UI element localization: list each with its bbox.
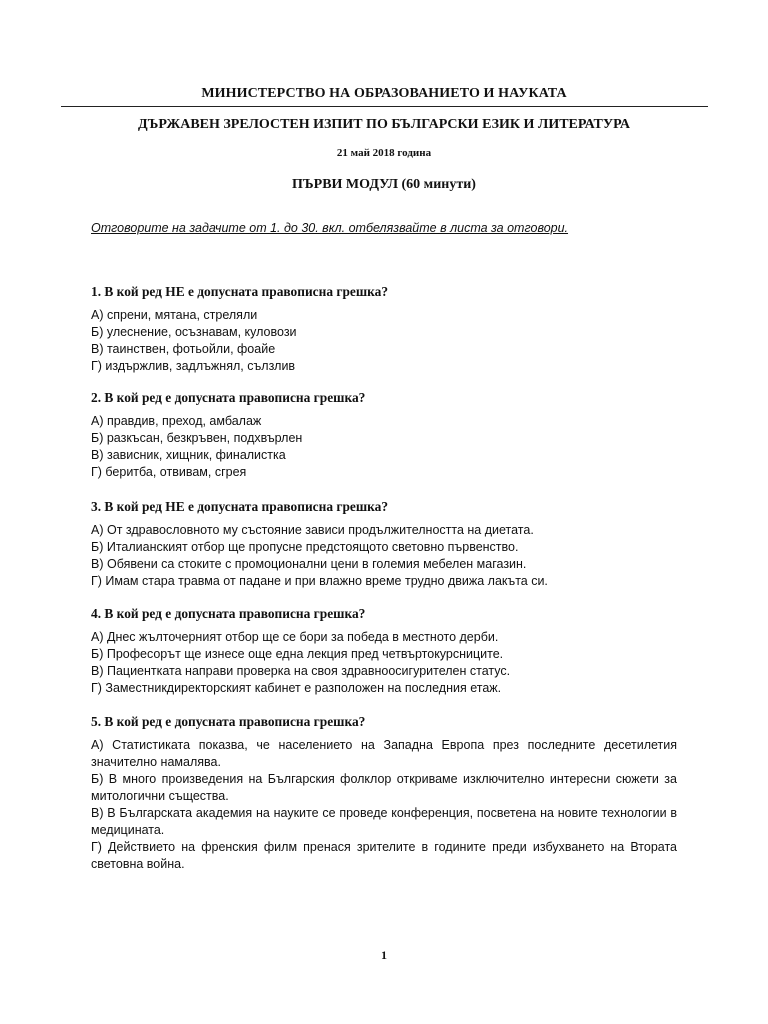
answer-option-a: А) Статистиката показва, че населението на Западна Европа през последните десетилетия значително намалява. (91, 738, 677, 769)
answer-option-b: Б) Италианският отбор ще пропусне предстоящото световно първенство. (91, 540, 519, 554)
answer-option-b: Б) разкъсан, безкръвен, подхвърлен (91, 431, 303, 445)
answer-option-v: В) Обявени са стоките с промоционални цени в големия мебелен магазин. (91, 557, 527, 571)
instruction-text: Отговорите на задачите от 1. до 30. вкл. отбелязвайте в листа за отговори. (91, 221, 569, 235)
answer-option-a: А) правдив, преход, амбалаж (91, 414, 262, 428)
answer-option-a: А) Днес жълточерният отбор ще се бори за победа в местното дерби. (91, 630, 499, 644)
exam-title: ДЪРЖАВЕН ЗРЕЛОСТЕН ИЗПИТ ПО БЪЛГАРСКИ ЕЗИК И ЛИТЕРАТУРА (137, 117, 631, 132)
answer-option-g: Г) беритба, отвивам, сгрея (91, 465, 247, 479)
answer-option-v: В) таинствен, фотьойли, фоайе (91, 342, 276, 356)
answer-option-g: Г) Действието на френския филм пренася зрителите в годините преди избухването на Втората световна война. (91, 840, 677, 871)
answer-option-g: Г) Заместникдиректорският кабинет е разположен на последния етаж. (91, 681, 502, 695)
answer-option-b: Б) В много произведения на Българския фолклор откриваме изключително интересни сюжети за митологични същества. (91, 772, 677, 803)
answer-option-v: В) Пациентката направи проверка на своя здравноосигурителен статус. (91, 664, 511, 678)
header-rule (61, 106, 708, 107)
question-5 (91, 713, 677, 873)
answer-option-b: Б) улеснение, осъзнавам, куловози (91, 325, 297, 339)
page-number: 1 (381, 948, 387, 962)
answer-options (91, 413, 677, 481)
question-title: 5. В кой ред е допусната правописна грешка? (91, 714, 366, 729)
question-title: 4. В кой ред е допусната правописна грешка? (91, 606, 366, 621)
answer-option-g: Г) издържлив, задлъжнял, сълзлив (91, 359, 296, 373)
question-1 (91, 283, 677, 375)
exam-date: 21 май 2018 година (336, 147, 432, 159)
question-title: 3. В кой ред НЕ е допусната правописна грешка? (91, 499, 389, 514)
answer-option-v: В) зависник, хищник, финалистка (91, 448, 286, 462)
answer-options (91, 522, 677, 590)
answer-option-a: А) спрени, мятана, стреляли (91, 308, 258, 322)
question-2 (91, 389, 677, 481)
answer-option-v: В) В Българската академия на науките се проведе конференция, посветена на новите технологии в медицината. (91, 806, 677, 837)
question-3 (91, 498, 677, 590)
question-4 (91, 605, 677, 697)
question-title: 1. В кой ред НЕ е допусната правописна грешка? (91, 284, 389, 299)
answer-options (91, 307, 677, 375)
answer-options (91, 629, 677, 697)
module-title: ПЪРВИ МОДУЛ (60 минути) (292, 177, 476, 192)
answer-option-g: Г) Имам стара травма от падане и при влажно време трудно движа лакъта си. (91, 574, 548, 588)
answer-options (91, 737, 677, 873)
answer-option-a: А) От здравословното му състояние зависи продължителността на диетата. (91, 523, 534, 537)
answer-option-b: Б) Професорът ще изнесе още една лекция пред четвъртокурсниците. (91, 647, 504, 661)
question-title: 2. В кой ред е допусната правописна грешка? (91, 390, 366, 405)
ministry-heading: МИНИСТЕРСТВО НА ОБРАЗОВАНИЕТО И НАУКАТА (201, 86, 567, 101)
